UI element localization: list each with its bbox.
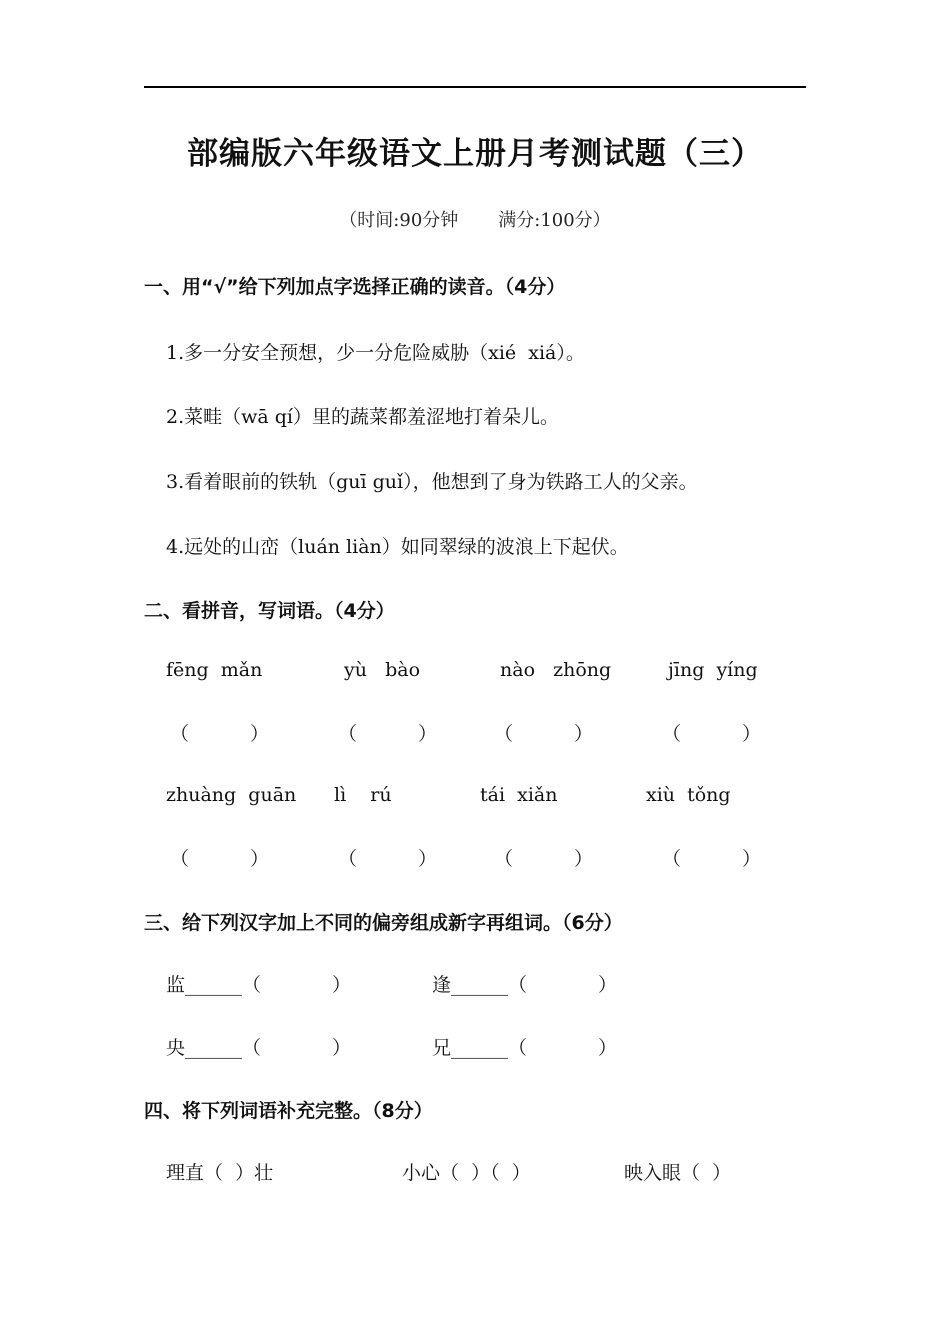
radical-item: 监______（ — [166, 974, 262, 996]
answer-paren-open: （ — [494, 848, 514, 870]
question-1-item: 4.远处的山峦（luán liàn）如同翠绿的波浪上下起伏。 — [166, 536, 629, 558]
header-rule — [144, 86, 806, 88]
answer-paren-open: （ — [170, 848, 190, 870]
pinyin-word: fēng mǎn — [166, 659, 263, 681]
answer-paren-close: ） — [418, 848, 438, 870]
section-4-heading: 四、将下列词语补充完整。（8分） — [144, 1100, 433, 1122]
answer-paren-open: （ — [338, 848, 358, 870]
section-2-heading: 二、看拼音，写词语。（4分） — [144, 600, 395, 622]
answer-paren-close: ） — [250, 848, 270, 870]
answer-paren-open: （ — [494, 723, 514, 745]
pinyin-word: yù bào — [344, 659, 421, 681]
answer-paren-close: ） — [418, 723, 438, 745]
pinyin-word: tái xiǎn — [480, 784, 558, 806]
question-1-item: 3.看着眼前的铁轨（guī guǐ），他想到了身为铁路工人的父亲。 — [166, 471, 698, 493]
answer-paren-close: ） — [250, 723, 270, 745]
pinyin-word: zhuàng guān — [166, 784, 297, 806]
answer-paren-close: ） — [598, 1037, 618, 1059]
radical-item: 央______（ — [166, 1037, 262, 1059]
idiom-item: 小心（ ）（ ） — [402, 1162, 531, 1184]
answer-paren-close: ） — [574, 848, 594, 870]
question-1-item: 2.菜畦（wā qí）里的蔬菜都羞涩地打着朵儿。 — [166, 406, 559, 428]
question-1-item: 1.多一分安全预想，少一分危险威胁（xié xiá）。 — [166, 342, 585, 364]
answer-paren-close: ） — [574, 723, 594, 745]
score-info: 满分:100分） — [498, 210, 611, 231]
pinyin-word: jīng yíng — [668, 659, 758, 681]
answer-paren-open: （ — [662, 848, 682, 870]
page-title: 部编版六年级语文上册月考测试题（三） — [187, 136, 763, 172]
answer-paren-close: ） — [332, 1037, 352, 1059]
answer-paren-close: ） — [598, 974, 618, 996]
section-1-heading: 一、用“√”给下列加点字选择正确的读音。（4分） — [144, 276, 566, 298]
section-3-heading: 三、给下列汉字加上不同的偏旁组成新字再组词。（6分） — [144, 912, 623, 934]
pinyin-word: nào zhōng — [500, 659, 612, 681]
answer-paren-close: ） — [742, 723, 762, 745]
answer-paren-open: （ — [662, 723, 682, 745]
answer-paren-open: （ — [170, 723, 190, 745]
answer-paren-close: ） — [332, 974, 352, 996]
exam-info — [0, 206, 950, 232]
pinyin-word: lì rú — [334, 784, 392, 806]
answer-paren-close: ） — [742, 848, 762, 870]
idiom-item: 理直（ ）壮 — [166, 1162, 274, 1184]
radical-item: 逢______（ — [432, 974, 528, 996]
idiom-item: 映入眼（ ） — [624, 1162, 732, 1184]
radical-item: 兄______（ — [432, 1037, 528, 1059]
time-info: （时间:90分钟 — [339, 210, 459, 231]
pinyin-word: xiù tǒng — [646, 784, 731, 806]
answer-paren-open: （ — [338, 723, 358, 745]
